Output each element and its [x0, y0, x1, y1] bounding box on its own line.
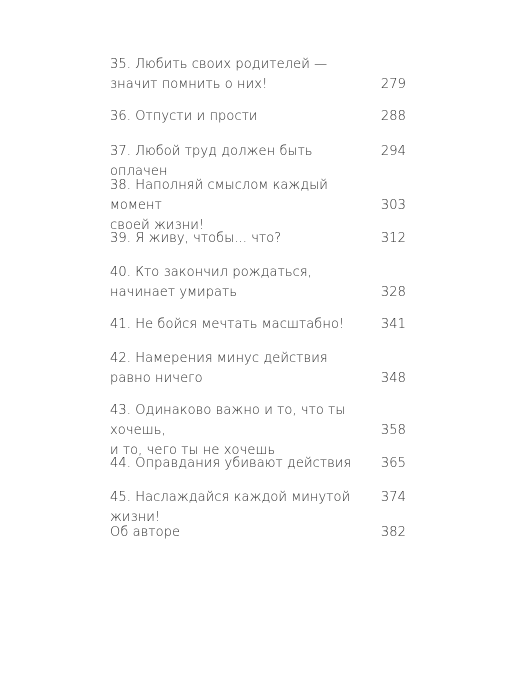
toc-entry-37	[110, 142, 406, 179]
toc-entry-page-number: 382	[380, 525, 406, 540]
toc-entry-page-number: 288	[380, 109, 406, 124]
toc-entry-page-number: 312	[380, 231, 406, 246]
toc-entry-title: 39. Я живу, чтобы... что?	[110, 231, 282, 246]
toc-entry-title: Об авторе	[110, 525, 181, 540]
toc-entry-page-number: 348	[380, 371, 406, 386]
toc-entry-page-number: 341	[380, 317, 406, 332]
toc-entry-title: 44. Оправдания убивают действия	[110, 456, 352, 471]
toc-entry-43	[110, 401, 406, 458]
toc-entry-page-number: 279	[380, 77, 406, 92]
toc-entry-44	[110, 454, 406, 474]
toc-entry-page-number: 358	[380, 423, 406, 438]
toc-entry-42	[110, 349, 406, 389]
toc-entry-title: 43. Одинаково важно и то, что ты хочешь, и то, чего ты не хочешь	[110, 403, 346, 458]
toc-entry-page-number: 294	[380, 144, 406, 159]
toc-entry-39	[110, 229, 406, 249]
toc-entry-36	[110, 107, 406, 127]
toc-entry-title: 40. Кто закончил рождаться, начинает умирать	[110, 265, 312, 300]
toc-entry-page-number: 303	[380, 198, 406, 213]
toc-entry-title: 37. Любой труд должен быть оплачен	[110, 144, 313, 179]
toc-entry-title: 41. Не бойся мечтать масштабно!	[110, 317, 345, 332]
toc-entry-35	[110, 55, 406, 95]
toc-entry-page-number: 374	[380, 490, 406, 505]
toc-entry-title: 45. Наслаждайся каждой минутой жизни!	[110, 490, 351, 525]
toc-entry-38	[110, 176, 406, 233]
toc-entry-title: 38. Наполняй смыслом каждый момент своей жизни!	[110, 178, 328, 233]
toc-entry-title: 42. Намерения минус действия равно ничего	[110, 351, 328, 386]
toc-entry-page-number: 328	[380, 285, 406, 300]
toc-entry-page-number: 365	[380, 456, 406, 471]
toc-entry-title: 35. Любить своих родителей — значит помнить о них!	[110, 57, 328, 92]
toc-entry-title: 36. Отпусти и прости	[110, 109, 258, 124]
toc-entry-about-author	[110, 523, 406, 543]
toc-entry-45	[110, 488, 406, 525]
toc-entry-40	[110, 263, 406, 303]
toc-entry-41	[110, 315, 406, 335]
